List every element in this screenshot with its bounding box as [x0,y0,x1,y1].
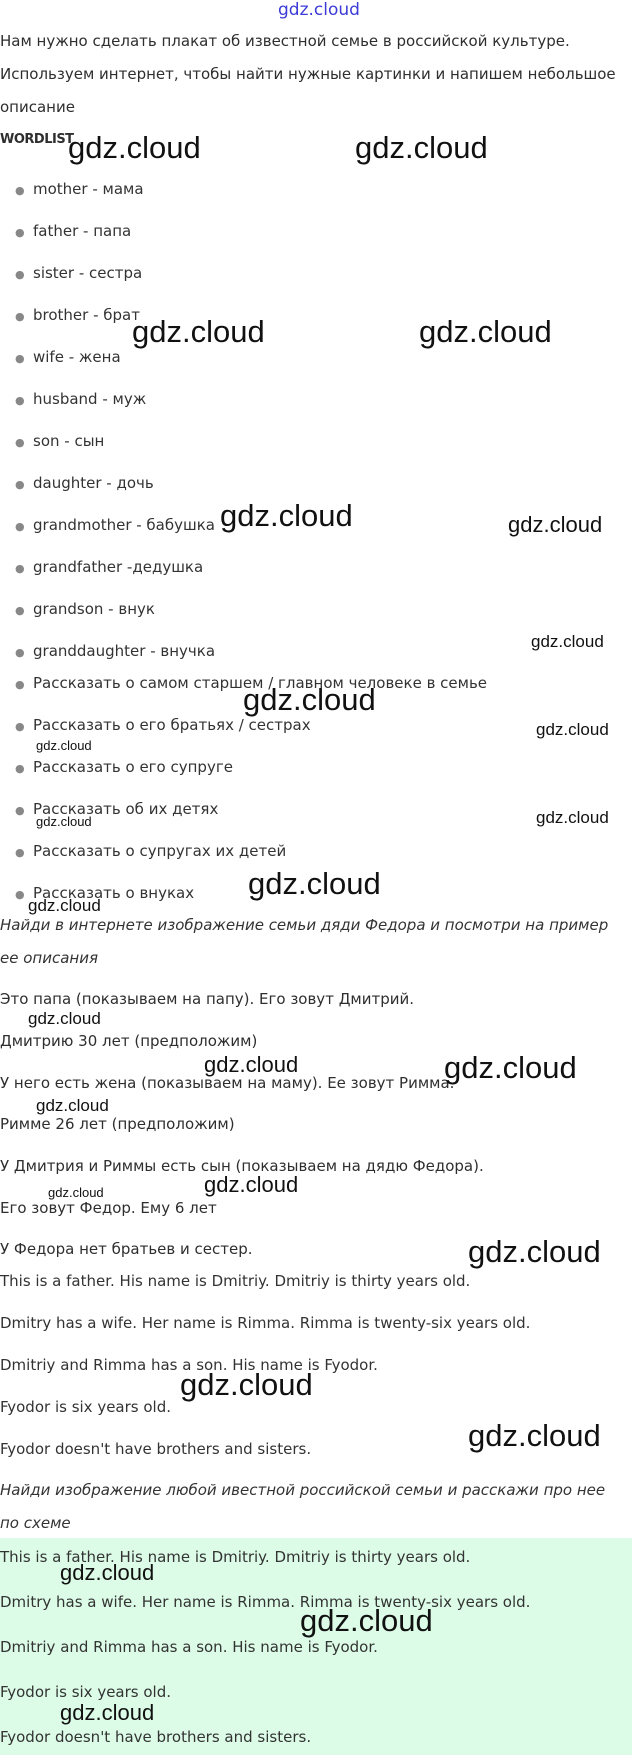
watermark: gdz.cloud [28,1009,101,1028]
answer-line: Dmitriy and Rimma has a son. His name is Fyodor. [0,1638,378,1656]
intro-line: описание [0,98,75,116]
watermark: gdz.cloud [180,1367,313,1402]
bullet-icon: ● [15,762,25,775]
list-item: husband - муж [33,390,147,408]
example-ru-line: У Дмитрия и Риммы есть сын (показываем на дядю Федора). [0,1157,484,1175]
watermark: gdz.cloud [220,498,353,533]
list-item: son - сын [33,432,105,450]
watermark: gdz.cloud [468,1418,601,1453]
list-item: Рассказать о его братьях / сестрах [33,716,311,734]
bullet-icon: ● [15,888,25,901]
example-en-line: This is a father. His name is Dmitriy. Dmitriy is thirty years old. [0,1272,471,1290]
example-en-line: Dmitry has a wife. Her name is Rimma. Rimma is twenty-six years old. [0,1314,531,1332]
list-item: grandmother - бабушка [33,516,215,534]
watermark: gdz.cloud [508,512,603,537]
bullet-icon: ● [15,520,25,533]
list-item: Рассказать о внуках [33,884,195,902]
watermark: gdz.cloud [36,1096,109,1115]
list-item: sister - сестра [33,264,143,282]
intro-line: Используем интернет, чтобы найти нужные картинки и напишем небольшое [0,65,616,83]
bullet-icon: ● [15,804,25,817]
wordlist-heading: WORDLIST [0,132,74,147]
watermark: gdz.cloud [355,130,488,165]
watermark: gdz.cloud [468,1234,601,1269]
list-item: Рассказать об их детях [33,800,219,818]
bullet-icon: ● [15,478,25,491]
example-en-line: Dmitriy and Rimma has a son. His name is Fyodor. [0,1356,378,1374]
list-item: Рассказать о супругах их детей [33,842,287,860]
bullet-icon: ● [15,562,25,575]
bullet-icon: ● [15,184,25,197]
answer-line: Fyodor is six years old. [0,1683,171,1701]
task-line: Найди изображение любой ивестной российской семьи и расскажи про нее [0,1481,606,1499]
example-ru-line: Дмитрию 30 лет (предположим) [0,1032,258,1050]
answer-line: Fyodor doesn't have brothers and sisters. [0,1728,312,1746]
list-item: granddaughter - внучка [33,642,216,660]
bullet-icon: ● [15,226,25,239]
list-item: daughter - дочь [33,474,154,492]
list-item: wife - жена [33,348,121,366]
bullet-icon: ● [15,646,25,659]
watermark: gdz.cloud [531,632,604,651]
bullet-icon: ● [15,720,25,733]
answer-line: This is a father. His name is Dmitriy. Dmitriy is thirty years old. [0,1548,471,1566]
watermark: gdz.cloud [419,314,552,349]
list-item: father - папа [33,222,132,240]
watermark: gdz.cloud [248,866,381,901]
task-line: по схеме [0,1514,71,1532]
watermark: gdz.cloud [68,130,201,165]
task-line: ее описания [0,949,98,967]
watermark: gdz.cloud [60,1700,155,1725]
watermark: gdz.cloud [536,720,609,739]
watermark: gdz.cloud [36,738,92,753]
watermark: gdz.cloud [48,1185,104,1200]
watermark: gdz.cloud [300,1603,433,1638]
answer-line: Dmitry has a wife. Her name is Rimma. Rimma is twenty-six years old. [0,1593,531,1611]
example-ru-line: Это папа (показываем на папу). Его зовут Дмитрий. [0,990,415,1008]
bullet-icon: ● [15,436,25,449]
bullet-icon: ● [15,310,25,323]
bullet-icon: ● [15,678,25,691]
site-header-link[interactable]: gdz.cloud [278,0,360,20]
example-ru-line: Римме 26 лет (предположим) [0,1115,235,1133]
example-en-line: Fyodor doesn't have brothers and sisters. [0,1440,312,1458]
task-line: Найди в интернете изображение семьи дяди Федора и посмотри на пример [0,916,609,934]
bullet-icon: ● [15,268,25,281]
bullet-icon: ● [15,352,25,365]
example-ru-line: У Федора нет братьев и сестер. [0,1240,253,1258]
watermark: gdz.cloud [60,1560,155,1585]
list-item: Рассказать о его супруге [33,758,233,776]
watermark: gdz.cloud [36,814,92,829]
bullet-icon: ● [15,394,25,407]
watermark: gdz.cloud [243,682,376,717]
watermark: gdz.cloud [204,1052,299,1077]
watermark: gdz.cloud [536,808,609,827]
list-item: Рассказать о самом старшем / главном человеке в семье [33,674,488,692]
watermark: gdz.cloud [132,314,265,349]
bullet-icon: ● [15,846,25,859]
intro-line: Нам нужно сделать плакат об известной семье в российской культуре. [0,32,570,50]
watermark: gdz.cloud [204,1172,299,1197]
list-item: brother - брат [33,306,140,324]
example-ru-line: У него есть жена (показываем на маму). Ее зовут Римма. [0,1074,455,1092]
bullet-icon: ● [15,604,25,617]
watermark: gdz.cloud [444,1050,577,1085]
list-item: grandfather -дедушка [33,558,204,576]
example-en-line: Fyodor is six years old. [0,1398,171,1416]
list-item: grandson - внук [33,600,155,618]
watermark: gdz.cloud [28,896,101,915]
list-item: mother - мама [33,180,144,198]
example-ru-line: Его зовут Федор. Ему 6 лет [0,1199,217,1217]
